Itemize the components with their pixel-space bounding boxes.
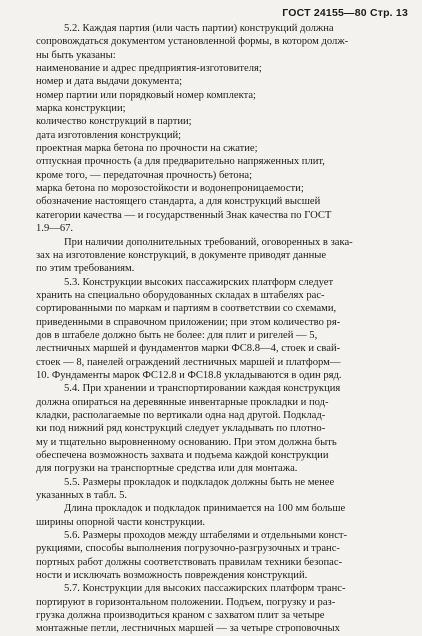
text-line: приведенными в справочном приложении; при этом количество ря- [36, 316, 341, 328]
text-line: 5.5. Размеры прокладок и подкладок должны быть не менее [64, 476, 335, 488]
text-line: номер и дата выдачи документа; [36, 76, 183, 88]
text-line: кладки, располагаемые по вертикали одна над другой. Подклад- [36, 409, 326, 421]
text-line: 5.7. Конструкции для высоких пассажирских платформ транс- [64, 583, 346, 595]
text-line: 5.6. Размеры проходов между штабелями и отдельными конст- [64, 530, 348, 542]
text-line: 5.2. Каждая партия (или часть партии) конструкций должна [64, 23, 334, 34]
text-line: ширины опорной части конструкции. [36, 516, 206, 528]
text-line: му и тщательно выровненному основанию. При этом должна быть [36, 436, 337, 448]
text-line: ны быть указаны: [36, 49, 116, 61]
text-line: указанных в табл. 5. [36, 490, 128, 502]
text-line: отпускная прочность (а для предварительно напряженных плит, [36, 156, 325, 168]
text-line: 5.3. Конструкции высоких пассажирских платформ следует [64, 276, 334, 288]
text-line: зах на изготовление конструкций, в документе приводят данные [36, 249, 327, 261]
text-line: хранить на специально оборудованных складах в штабелях рас- [36, 289, 325, 301]
text-line: сопровождаться документом установленной формы, в котором долж- [36, 36, 349, 48]
text-line: лестничных маршей и фундаментов марки ФС8.8—4, стоек и свай- [36, 343, 341, 355]
text-line: по этим требованиям. [36, 263, 135, 275]
text-line: обеспечена возможность захвата и подъема каждой конструкции [36, 450, 329, 461]
text-line: портируют в горизонтальном положении. Подъем, погрузку и раз- [36, 596, 336, 608]
text-line: При наличии дополнительных требований, оговоренных в зака- [64, 236, 353, 248]
text-line: марка конструкции; [36, 103, 126, 115]
text-line: грузка должна производиться краном с захватом плит за четыре [36, 610, 325, 622]
text-line: дов в штабеле должно быть не более: для плит и ригелей — 5, [36, 329, 318, 341]
text-line: монтажные петли, лестничных маршей — за четыре строповочных [36, 623, 340, 635]
text-line: сортированными по маркам и партиям в соответствии со схемами, [36, 303, 337, 315]
text-line: кроме того, — передаточная прочность) бетона; [36, 169, 253, 181]
text-line: 5.4. При хранении и транспортировании каждая конструкция [64, 383, 341, 395]
text-line: рукциями, способы выполнения погрузочно-разгрузочных и транс- [36, 543, 340, 555]
text-line: категории качества — и государственный Знак качества по ГОСТ [36, 209, 332, 221]
text-line: портных работ должны соответствовать правилам техники безопас- [36, 556, 343, 568]
text-line: номер партии или порядковый номер комплекта; [36, 89, 256, 101]
text-line: ки под нижний ряд конструкций следует укладывать по плотно- [36, 423, 326, 435]
text-line: должна опираться на деревянные инвентарные прокладки и под- [36, 396, 329, 408]
text-line: обозначение настоящего стандарта, а для конструкций высшей [36, 196, 321, 208]
text-line: для погрузки на транспортные средства или для монтажа. [36, 463, 298, 475]
text-line: ности и исключать возможность повреждения конструкций. [36, 570, 308, 582]
text-line: наименование и адрес предприятия-изготовителя; [36, 63, 262, 75]
text-line: Длина прокладок и подкладок принимается на 100 мм больше [64, 503, 346, 515]
page-header: ГОСТ 24155—80 Стр. 13 [282, 7, 408, 19]
text-line: стоек — 8, панелей ограждений лестничных маршей и платформ— [36, 356, 341, 368]
text-line: 10. Фундаменты марок ФС12.8 и ФС18.8 укладываются в один ряд. [36, 369, 342, 381]
text-line: 1.9—67. [36, 223, 74, 235]
document-body [36, 22, 408, 636]
text-line: количество конструкций в партии; [36, 116, 192, 128]
text-line: дата изготовления конструкций; [36, 129, 182, 141]
text-line: проектная марка бетона по прочности на сжатие; [36, 143, 258, 155]
text-line: марка бетона по морозостойкости и водонепроницаемости; [36, 183, 304, 195]
